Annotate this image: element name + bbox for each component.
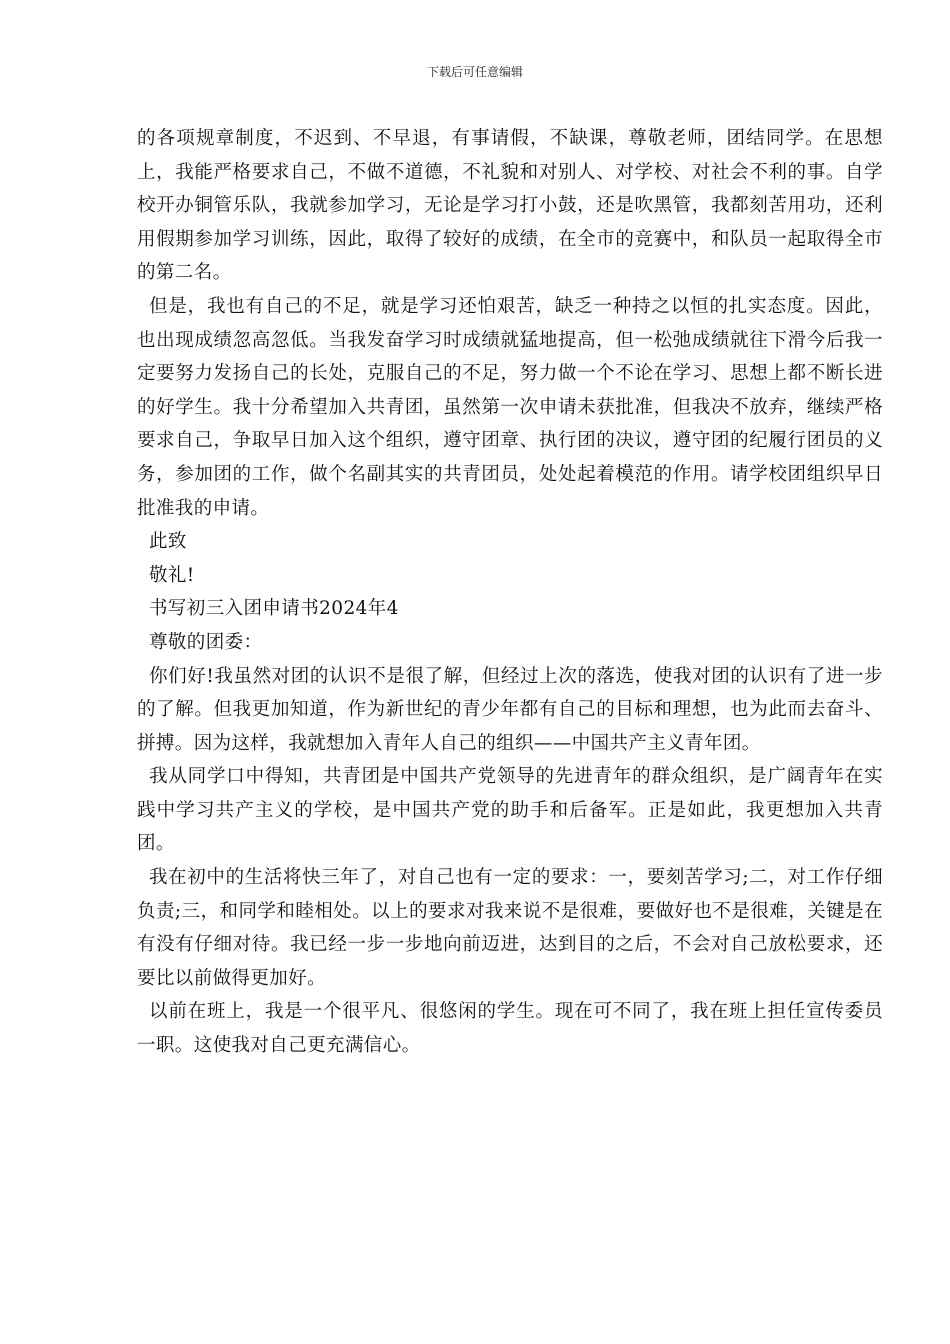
closing-regards: 敬礼! — [149, 564, 195, 586]
closing-salutation: 此致 — [149, 531, 187, 553]
paragraph-introduction: 你们好!我虽然对团的认识不是很了解，但经过上次的落选，使我对团的认识有了进一步的了解。但我更加知道，作为新世纪的青少年都有自己的目标和理想，也为此而去奋斗、拼搏。因为这样，我就想加入青年人自己的组织——中国共产主义青年团。 — [137, 665, 883, 754]
document-body — [137, 122, 883, 1063]
page-header-note: 下载后可任意编辑 — [426, 65, 523, 79]
paragraph-school-rules: 的各项规章制度，不迟到、不早退，有事请假，不缺课，尊敬老师，团结同学。在思想上，我能严格要求自己，不做不道德，不礼貌和对别人、对学校、对社会不利的事。自学校开办铜管乐队，我就参加学习，无论是学习打小鼓，还是吹黑管，我都刻苦用功，还利用假期参加学习训练，因此，取得了较好的成绩，在全市的竞赛中，和队员一起取得全市的第二名。 — [137, 128, 883, 284]
section-title: 书写初三入团申请书2024年4 — [149, 598, 399, 620]
paragraph-league-knowledge: 我从同学口中得知，共青团是中国共产党领导的先进青年的群众组织，是广阔青年在实践中学习共产主义的学校，是中国共产党的助手和后备军。正是如此，我更想加入共青团。 — [137, 766, 883, 855]
paragraph-class-role: 以前在班上，我是一个很平凡、很悠闲的学生。现在可不同了，我在班上担任宣传委员一职。这使我对自己更充满信心。 — [137, 1001, 883, 1057]
paragraph-requirements: 我在初中的生活将快三年了，对自己也有一定的要求：一，要刻苦学习;二，对工作仔细负责;三，和同学和睦相处。以上的要求对我来说不是很难，要做好也不是很难，关键是在有没有仔细对待。我已经一步一步地向前迈进，达到目的之后，不会对自己放松要求，还要比以前做得更加好。 — [137, 867, 883, 989]
greeting: 尊敬的团委： — [149, 631, 263, 653]
paragraph-shortcomings: 但是，我也有自己的不足，就是学习还怕艰苦，缺乏一种持之以恒的扎实态度。因此，也出现成绩忽高忽低。当我发奋学习时成绩就猛地提高，但一松弛成绩就往下滑今后我一定要努力发扬自己的长处，克服自己的不足，努力做一个不论在学习、思想上都不断长进的好学生。我十分希望加入共青团，虽然第一次申请未获批准，但我决不放弃，继续严格要求自己，争取早日加入这个组织，遵守团章、执行团的决议，遵守团的纪履行团员的义务，参加团的工作，做个名副其实的共青团员，处处起着模范的作用。请学校团组织早日批准我的申请。 — [137, 295, 883, 519]
